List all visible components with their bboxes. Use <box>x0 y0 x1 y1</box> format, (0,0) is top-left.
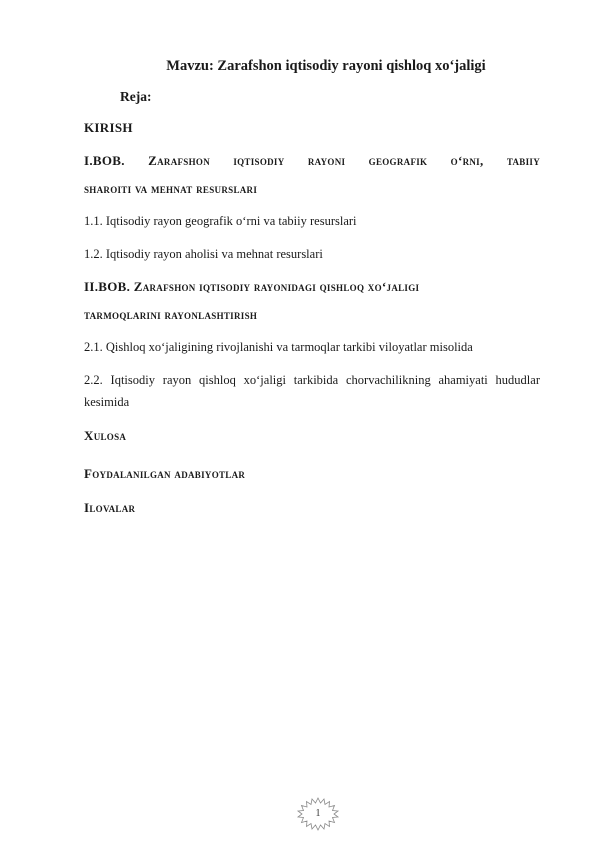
toc-chapter-2-line2: tarmoqlarini rayonlashtirish <box>84 307 258 322</box>
toc-chapter-2 <box>84 276 540 326</box>
page-number-badge <box>292 796 344 832</box>
toc-kirish: KIRISH <box>84 120 133 135</box>
toc-chapter-2-line1: II.BOB. Zarafshon iqtisodiy rayonidagi qishloq xo‘jaligi <box>84 279 420 294</box>
plan-label: Reja: <box>120 89 152 104</box>
page-number: 1 <box>315 808 321 819</box>
toc-item-2-1: 2.1. Qishloq xo‘jaligining rivojlanishi va tarmoqlar tarkibi viloyatlar misolida <box>84 340 473 354</box>
toc-chapter-1-line1: I.BOB. Zarafshon iqtisodiy rayoni geografik o‘rni, tabiiy <box>84 153 540 168</box>
toc-foydalanilgan-adabiyotlar: Foydalanilgan adabiyotlar <box>84 466 246 481</box>
toc-chapter-1 <box>84 150 540 200</box>
toc-item-2-2: 2.2. Iqtisodiy rayon qishloq xo‘jaligi tarkibida chorvachilikning ahamiyati hududlar kesimida <box>84 373 540 409</box>
toc-chapter-1-line2: sharoiti va mehnat resurslari <box>84 181 258 196</box>
toc-xulosa: Xulosa <box>84 428 127 443</box>
toc-ilovalar: Ilovalar <box>84 500 136 515</box>
toc-item-1-1: 1.1. Iqtisodiy rayon geografik o‘rni va tabiiy resurslari <box>84 214 357 228</box>
document-title: Mavzu: Zarafshon iqtisodiy rayoni qishloq xo‘jaligi <box>166 58 486 74</box>
toc-item-1-2: 1.2. Iqtisodiy rayon aholisi va mehnat resurslari <box>84 247 323 261</box>
